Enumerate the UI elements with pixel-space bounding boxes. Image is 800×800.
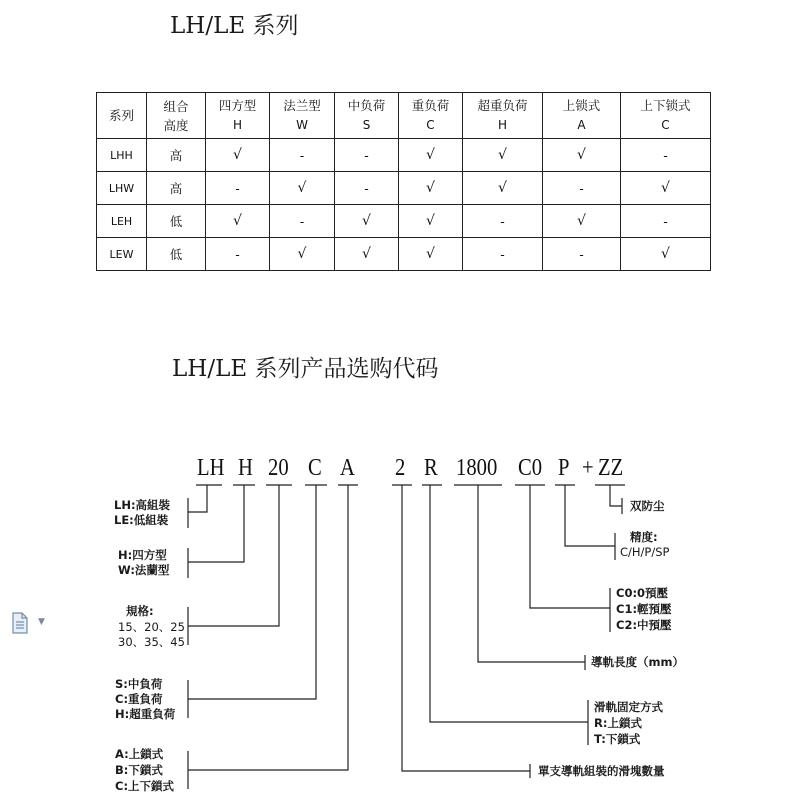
table-cell: √ (621, 172, 711, 205)
legend-lock (115, 746, 174, 794)
header-flange: 法兰型 W (270, 93, 335, 139)
document-icon[interactable] (10, 612, 30, 638)
table-cell: 高 (147, 139, 206, 172)
code-preload: C0 (518, 455, 543, 481)
table-cell: - (463, 238, 543, 271)
header-series: 系列 (97, 93, 147, 139)
table-cell: - (270, 205, 335, 238)
table-cell: - (335, 139, 399, 172)
legend-series (114, 498, 170, 528)
table-cell: - (206, 172, 270, 205)
legend-line: 15、20、25 (118, 619, 185, 634)
legend-line: 導軌長度（mm） (591, 655, 684, 669)
series-title: LH/LE 系列 (170, 13, 299, 39)
code-rail-length: 1800 (456, 455, 498, 481)
code-accuracy: P (558, 455, 570, 481)
table-cell: √ (399, 238, 463, 271)
legend-line: 双防尘 (630, 499, 665, 513)
legend-dust (630, 499, 665, 514)
table-cell: √ (463, 139, 543, 172)
table-cell: - (621, 139, 711, 172)
table-cell: LEH (97, 205, 147, 238)
legend-line: H:四方型 (118, 548, 167, 562)
legend-line: 30、35、45 (118, 635, 185, 649)
chevron-down-icon[interactable]: ▼ (38, 617, 45, 627)
code-lock: A (340, 455, 355, 481)
code-title: LH/LE 系列产品选购代码 (172, 356, 439, 382)
table-cell: √ (335, 238, 399, 271)
table-cell: - (463, 205, 543, 238)
table-cell: √ (463, 172, 543, 205)
legend-rail-length (591, 655, 684, 670)
legend-line: S:中負荷 (115, 677, 163, 691)
legend-block-count (538, 764, 665, 779)
legend-line: H:超重負荷 (115, 707, 176, 721)
legend-line: LH:高組裝 (114, 498, 171, 512)
legend-rail-fix (594, 699, 663, 747)
legend-line: C2:中預壓 (616, 618, 672, 632)
code-load: C (308, 455, 322, 481)
header-super-heavy-load: 超重负荷 H (463, 93, 543, 139)
legend-flange (118, 548, 169, 578)
table-cell: 高 (147, 172, 206, 205)
code-rail-fix: R (424, 455, 438, 481)
table-cell: - (206, 238, 270, 271)
legend-line: 精度: (630, 530, 658, 544)
legend-preload (616, 585, 672, 633)
header-medium-load: 中负荷 S (335, 93, 399, 139)
header-heavy-load: 重负荷 C (399, 93, 463, 139)
table-cell: √ (399, 205, 463, 238)
table-cell: √ (543, 205, 621, 238)
legend-size (118, 604, 185, 651)
table-cell: √ (270, 238, 335, 271)
header-top-lock: 上锁式 A (543, 93, 621, 139)
legend-load (115, 677, 175, 722)
table-cell: √ (335, 205, 399, 238)
table-cell: √ (543, 139, 621, 172)
code-flange: H (238, 455, 253, 481)
legend-line: C:上下鎖式 (115, 779, 175, 793)
table-cell: LHW (97, 172, 147, 205)
code-size: 20 (268, 455, 289, 481)
legend-line: A:上鎖式 (115, 747, 164, 761)
table-cell: 低 (147, 238, 206, 271)
legend-line: 單支導軌組裝的滑塊數量 (538, 764, 665, 778)
header-top-bottom-lock: 上下锁式 C (621, 93, 711, 139)
code-block-count: 2 (395, 455, 406, 481)
legend-line: C0:0預壓 (616, 586, 669, 600)
legend-line: W:法蘭型 (118, 563, 170, 577)
table-cell: - (621, 205, 711, 238)
table-cell: √ (270, 172, 335, 205)
legend-line: B:下鎖式 (115, 763, 163, 777)
table-cell: √ (399, 172, 463, 205)
table-cell: - (270, 139, 335, 172)
table-cell: √ (206, 205, 270, 238)
table-cell: √ (206, 139, 270, 172)
legend-line: C:重負荷 (115, 692, 163, 706)
legend-line: 滑軌固定方式 (594, 700, 663, 714)
legend-line: LE:低組裝 (114, 513, 169, 527)
table-cell: - (543, 172, 621, 205)
table-cell: 低 (147, 205, 206, 238)
legend-line: C1:輕預壓 (616, 602, 672, 616)
table-cell: √ (399, 139, 463, 172)
legend-line: 規格: (126, 604, 154, 618)
header-square: 四方型 H (206, 93, 270, 139)
header-height: 组合 高度 (147, 93, 206, 139)
table-cell: √ (621, 238, 711, 271)
legend-line: T:下鎖式 (594, 732, 641, 746)
legend-line: R:上鎖式 (594, 716, 642, 730)
legend-line: C/H/P/SP (620, 545, 670, 559)
table-cell: LHH (97, 139, 147, 172)
code-plus: + (582, 455, 594, 481)
table-cell: LEW (97, 238, 147, 271)
table-cell: - (335, 172, 399, 205)
code-dust: ZZ (598, 455, 624, 481)
legend-accuracy (620, 530, 669, 560)
table-cell: - (543, 238, 621, 271)
code-series: LH (197, 455, 225, 481)
